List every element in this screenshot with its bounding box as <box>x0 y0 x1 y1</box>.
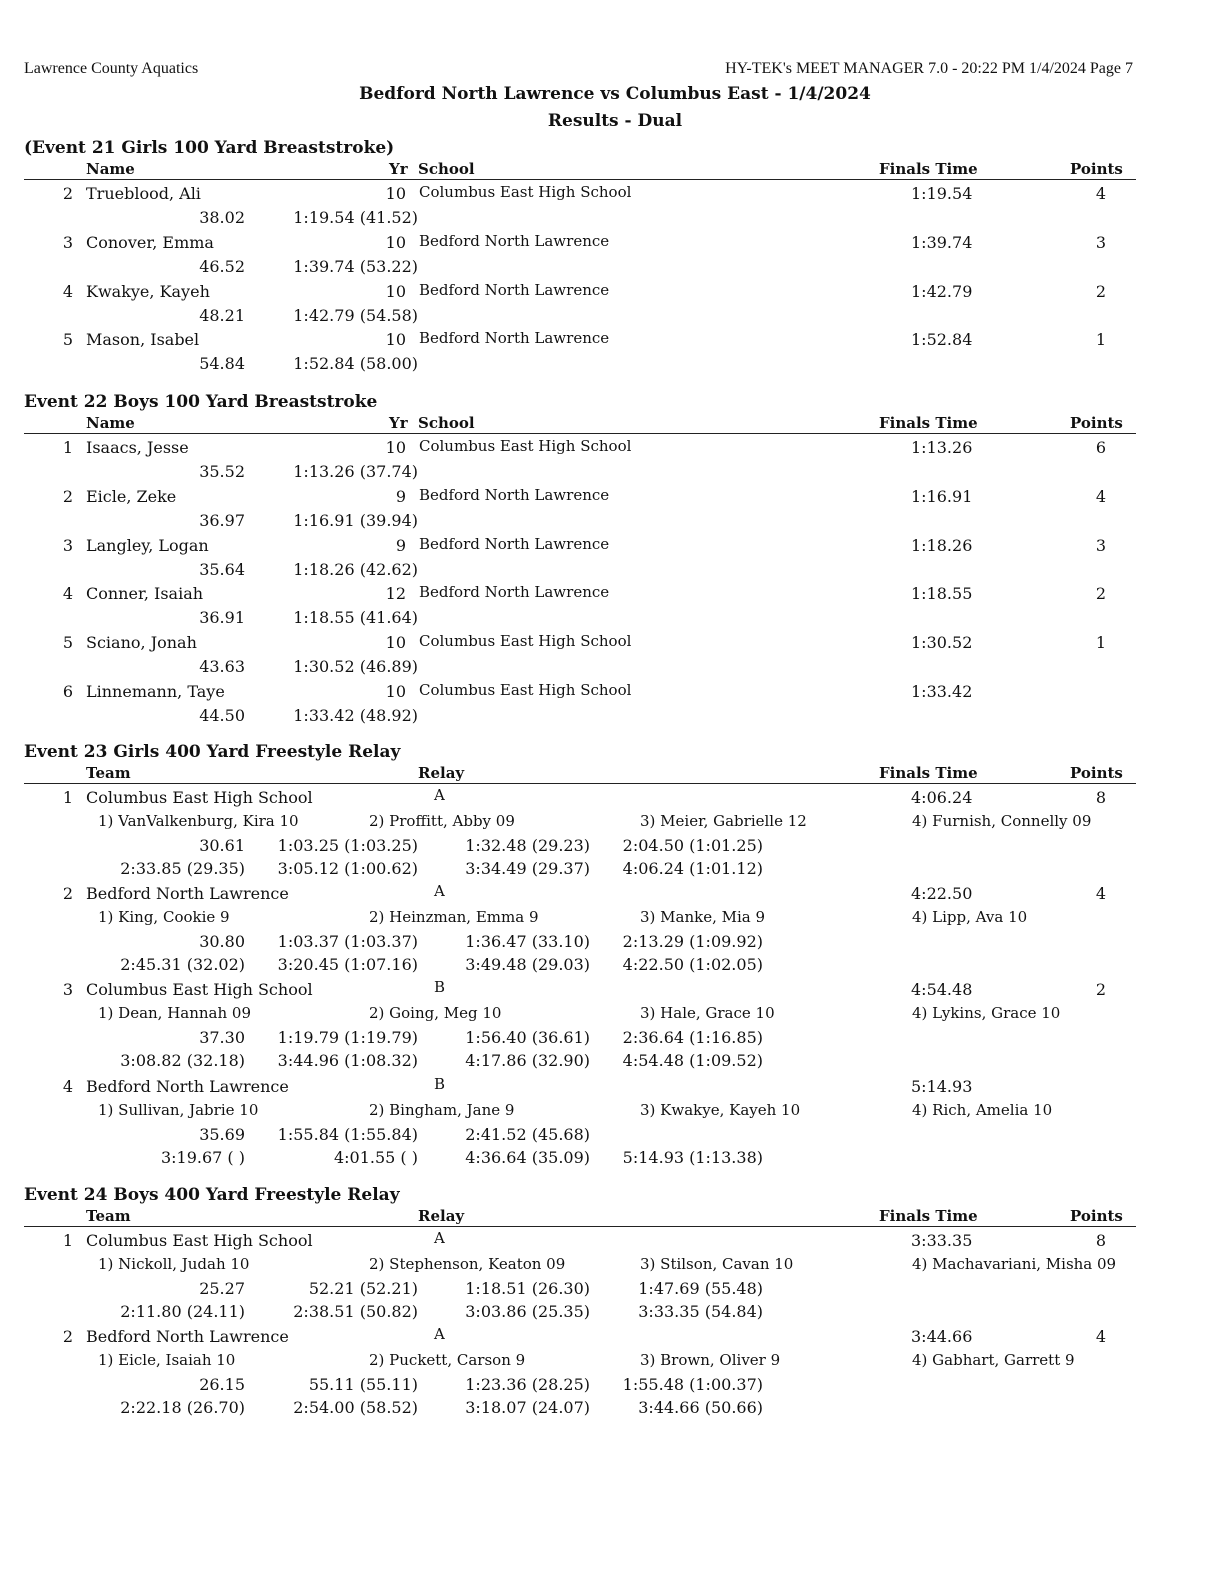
relay-split: 52.21 (52.21) <box>308 1279 418 1298</box>
finals-time: 3:44.66 <box>911 1327 973 1347</box>
swimmer-name: Kwakye, Kayeh <box>86 281 210 301</box>
school-name: Bedford North Lawrence <box>419 485 610 504</box>
relay-split: 1:55.84 (1:55.84) <box>277 1124 418 1144</box>
school-name: Bedford North Lawrence <box>419 534 610 553</box>
points: 2 <box>1095 980 1106 1000</box>
finals-time: 1:19.54 <box>911 184 973 203</box>
swimmer-name: Linnemann, Taye <box>86 682 225 701</box>
swimmer-name: Mason, Isabel <box>86 330 200 350</box>
place: 3 <box>62 980 73 1000</box>
swimmer-name: Isaacs, Jesse <box>86 438 189 457</box>
relay-split: 35.69 <box>199 1124 245 1144</box>
relay-split: 3:44.96 (1:08.32) <box>277 1051 418 1071</box>
relay-split: 2:33.85 (29.35) <box>120 859 245 878</box>
relay-split: 2:11.80 (24.11) <box>120 1302 245 1321</box>
place: 1 <box>62 438 73 457</box>
relay-swimmer: 2) Puckett, Carson 9 <box>369 1351 526 1370</box>
relay-split: 25.27 <box>199 1279 245 1298</box>
relay-swimmer: 1) Eicle, Isaiah 10 <box>98 1351 236 1370</box>
relay-split: 4:01.55 ( ) <box>333 1147 418 1167</box>
relay-swimmer: 1) Sullivan, Jabrie 10 <box>98 1100 259 1119</box>
relay-split: 3:49.48 (29.03) <box>465 955 590 975</box>
finals-time: 1:42.79 <box>911 281 973 301</box>
split-50: 46.52 <box>199 256 245 276</box>
points: 4 <box>1095 486 1106 506</box>
relay-split: 1:18.51 (26.30) <box>465 1279 590 1298</box>
relay-swimmer: 1) Dean, Hannah 09 <box>98 1004 252 1023</box>
swimmer-name: Conover, Emma <box>86 232 214 252</box>
relay-letter: B <box>434 978 446 997</box>
relay-split: 3:33.35 (54.84) <box>638 1302 763 1321</box>
relay-letter: A <box>434 786 445 804</box>
col-finals-header: Finals Time <box>879 764 978 782</box>
points: 2 <box>1095 281 1106 301</box>
relay-split: 3:44.66 (50.66) <box>638 1398 763 1418</box>
meet-manager-meta: HY-TEK's MEET MANAGER 7.0 - 20:22 PM 1/4/2024 Page 7 <box>725 60 1133 77</box>
relay-letter: A <box>434 1325 445 1344</box>
swimmer-name: Eicle, Zeke <box>86 486 177 506</box>
col-team-header: Team <box>86 1207 131 1225</box>
relay-swimmer: 3) Meier, Gabrielle 12 <box>640 812 807 830</box>
swimmer-name: Sciano, Jonah <box>86 633 197 653</box>
finals-time: 1:39.74 <box>911 232 973 252</box>
points: 1 <box>1095 330 1106 350</box>
year: 10 <box>385 232 406 252</box>
relay-split: 3:05.12 (1:00.62) <box>277 859 418 878</box>
relay-split: 37.30 <box>199 1028 245 1048</box>
swimmer-name: Trueblood, Ali <box>86 184 201 203</box>
col-yr-header: Yr <box>389 160 408 178</box>
col-school-header: School <box>418 414 475 432</box>
relay-swimmer: 3) Hale, Grace 10 <box>640 1004 775 1023</box>
relay-swimmer: 3) Kwakye, Kayeh 10 <box>640 1100 801 1119</box>
relay-split: 2:22.18 (26.70) <box>120 1398 245 1418</box>
finals-time: 4:54.48 <box>911 980 973 1000</box>
event-title: Event 22 Boys 100 Yard Breaststroke <box>24 392 378 412</box>
relay-split: 1:23.36 (28.25) <box>465 1375 590 1395</box>
relay-letter: A <box>434 1229 445 1247</box>
school-name: Bedford North Lawrence <box>419 231 610 250</box>
split-50: 35.64 <box>199 559 245 579</box>
relay-swimmer: 4) Furnish, Connelly 09 <box>912 812 1092 830</box>
page-subtitle: Results - Dual <box>547 111 683 131</box>
relay-split: 4:36.64 (35.09) <box>465 1147 590 1167</box>
relay-split: 30.61 <box>199 836 245 855</box>
event-title: Event 24 Boys 400 Yard Freestyle Relay <box>24 1185 400 1205</box>
relay-split: 3:18.07 (24.07) <box>465 1398 590 1418</box>
place: 3 <box>62 535 73 555</box>
place: 5 <box>62 330 73 350</box>
finals-time: 1:13.26 <box>911 438 973 457</box>
year: 9 <box>395 535 406 555</box>
place: 5 <box>62 633 73 653</box>
points: 3 <box>1095 232 1106 252</box>
points: 4 <box>1095 184 1106 203</box>
relay-split: 2:45.31 (32.02) <box>120 955 245 975</box>
year: 10 <box>385 184 406 203</box>
relay-split: 1:47.69 (55.48) <box>638 1279 763 1298</box>
relay-split: 3:03.86 (25.35) <box>465 1302 590 1321</box>
col-points-header: Points <box>1070 764 1123 782</box>
school-name: Columbus East High School <box>419 681 632 699</box>
place: 4 <box>62 584 73 604</box>
finals-time: 1:33.42 <box>911 682 973 701</box>
relay-split: 1:36.47 (33.10) <box>465 932 590 952</box>
swimmer-name: Conner, Isaiah <box>86 584 204 604</box>
relay-split: 4:54.48 (1:09.52) <box>622 1051 763 1071</box>
team-name: Bedford North Lawrence <box>86 1076 289 1096</box>
relay-swimmer: 3) Brown, Oliver 9 <box>640 1351 781 1370</box>
relay-split: 1:56.40 (36.61) <box>465 1028 590 1048</box>
place: 1 <box>62 1231 73 1250</box>
split-50: 54.84 <box>199 354 245 374</box>
finals-time: 1:52.84 <box>911 330 973 350</box>
org-name: Lawrence County Aquatics <box>24 60 199 77</box>
split-50: 35.52 <box>199 462 245 481</box>
col-school-header: School <box>418 160 475 178</box>
relay-split: 2:36.64 (1:16.85) <box>622 1028 763 1048</box>
relay-split: 55.11 (55.11) <box>308 1375 418 1395</box>
points: 8 <box>1095 788 1106 807</box>
relay-swimmer: 4) Rich, Amelia 10 <box>912 1100 1053 1119</box>
points: 1 <box>1095 633 1106 653</box>
page-title: Bedford North Lawrence vs Columbus East - 1/4/2024 <box>359 84 871 104</box>
relay-split: 2:54.00 (58.52) <box>293 1398 418 1418</box>
split-100: 1:18.26 (42.62) <box>293 559 418 579</box>
team-name: Columbus East High School <box>86 788 313 807</box>
points: 2 <box>1095 584 1106 604</box>
relay-split: 1:03.25 (1:03.25) <box>277 836 418 855</box>
col-finals-header: Finals Time <box>879 414 978 432</box>
split-100: 1:52.84 (58.00) <box>293 354 418 374</box>
finals-time: 1:18.55 <box>911 584 973 604</box>
relay-split: 2:38.51 (50.82) <box>293 1302 418 1321</box>
relay-swimmer: 4) Lykins, Grace 10 <box>912 1004 1061 1023</box>
relay-swimmer: 4) Lipp, Ava 10 <box>912 908 1028 927</box>
relay-swimmer: 2) Proffitt, Abby 09 <box>369 812 515 830</box>
split-50: 44.50 <box>199 706 245 725</box>
relay-swimmer: 1) King, Cookie 9 <box>98 908 230 927</box>
event-title: (Event 21 Girls 100 Yard Breaststroke) <box>24 138 395 158</box>
finals-time: 5:14.93 <box>911 1076 973 1096</box>
points: 4 <box>1095 1327 1106 1347</box>
split-100: 1:39.74 (53.22) <box>293 256 418 276</box>
relay-swimmer: 1) VanValkenburg, Kira 10 <box>98 812 299 830</box>
relay-split: 3:08.82 (32.18) <box>120 1051 245 1071</box>
school-name: Columbus East High School <box>419 437 632 455</box>
split-100: 1:13.26 (37.74) <box>293 462 418 481</box>
col-relay-header: Relay <box>418 764 465 782</box>
split-50: 43.63 <box>199 657 245 677</box>
team-name: Bedford North Lawrence <box>86 884 289 904</box>
place: 3 <box>62 232 73 252</box>
year: 10 <box>385 330 406 350</box>
place: 2 <box>62 884 73 904</box>
finals-time: 4:06.24 <box>911 788 973 807</box>
split-100: 1:30.52 (46.89) <box>293 657 418 677</box>
school-name: Columbus East High School <box>419 632 632 651</box>
relay-split: 2:13.29 (1:09.92) <box>622 932 763 952</box>
school-name: Bedford North Lawrence <box>419 280 610 299</box>
place: 1 <box>62 788 73 807</box>
relay-split: 2:04.50 (1:01.25) <box>622 836 763 855</box>
relay-swimmer: 4) Machavariani, Misha 09 <box>912 1255 1117 1273</box>
year: 10 <box>385 438 406 457</box>
relay-swimmer: 1) Nickoll, Judah 10 <box>98 1255 250 1273</box>
team-name: Columbus East High School <box>86 1231 313 1250</box>
relay-split: 30.80 <box>199 932 245 952</box>
split-50: 38.02 <box>199 208 245 227</box>
points: 6 <box>1095 438 1106 457</box>
relay-letter: B <box>434 1074 446 1093</box>
finals-time: 3:33.35 <box>911 1231 973 1250</box>
relay-swimmer: 2) Going, Meg 10 <box>369 1004 502 1023</box>
finals-time: 1:30.52 <box>911 633 973 653</box>
relay-split: 1:32.48 (29.23) <box>465 836 590 855</box>
split-50: 48.21 <box>199 305 245 325</box>
school-name: Bedford North Lawrence <box>419 329 610 348</box>
event-title: Event 23 Girls 400 Yard Freestyle Relay <box>24 742 401 762</box>
finals-time: 1:16.91 <box>911 486 973 506</box>
relay-split: 2:41.52 (45.68) <box>465 1124 590 1144</box>
finals-time: 4:22.50 <box>911 884 973 904</box>
place: 2 <box>62 184 73 203</box>
year: 9 <box>395 486 406 506</box>
split-100: 1:16.91 (39.94) <box>293 510 418 530</box>
points: 3 <box>1095 535 1106 555</box>
year: 10 <box>385 682 406 701</box>
school-name: Bedford North Lawrence <box>419 583 610 602</box>
header-rule <box>24 179 1136 180</box>
place: 2 <box>62 486 73 506</box>
relay-letter: A <box>434 882 445 901</box>
col-relay-header: Relay <box>418 1207 465 1225</box>
place: 2 <box>62 1327 73 1347</box>
place: 4 <box>62 1076 73 1096</box>
split-50: 36.91 <box>199 608 245 628</box>
relay-split: 3:34.49 (29.37) <box>465 859 590 878</box>
swimmer-name: Langley, Logan <box>86 535 209 555</box>
points: 4 <box>1095 884 1106 904</box>
relay-swimmer: 2) Bingham, Jane 9 <box>369 1100 515 1119</box>
year: 10 <box>385 633 406 653</box>
col-finals-header: Finals Time <box>879 1207 978 1225</box>
relay-split: 1:03.37 (1:03.37) <box>277 932 418 952</box>
split-50: 36.97 <box>199 510 245 530</box>
col-finals-header: Finals Time <box>879 160 978 178</box>
relay-swimmer: 3) Manke, Mia 9 <box>640 908 766 927</box>
place: 4 <box>62 281 73 301</box>
points: 8 <box>1095 1231 1106 1250</box>
split-100: 1:42.79 (54.58) <box>293 305 418 325</box>
col-name-header: Name <box>86 160 135 178</box>
col-points-header: Points <box>1070 160 1123 178</box>
relay-swimmer: 4) Gabhart, Garrett 9 <box>912 1351 1075 1370</box>
finals-time: 1:18.26 <box>911 535 973 555</box>
year: 12 <box>385 584 406 604</box>
place: 6 <box>62 682 73 701</box>
relay-split: 1:19.79 (1:19.79) <box>277 1028 418 1048</box>
header-rule <box>24 783 1136 784</box>
relay-split: 3:20.45 (1:07.16) <box>277 955 418 975</box>
relay-swimmer: 2) Stephenson, Keaton 09 <box>369 1255 566 1273</box>
year: 10 <box>385 281 406 301</box>
col-points-header: Points <box>1070 414 1123 432</box>
relay-split: 1:55.48 (1:00.37) <box>622 1375 763 1395</box>
relay-split: 4:06.24 (1:01.12) <box>622 859 763 878</box>
relay-swimmer: 2) Heinzman, Emma 9 <box>369 908 539 927</box>
team-name: Bedford North Lawrence <box>86 1327 289 1347</box>
split-100: 1:33.42 (48.92) <box>293 706 418 725</box>
col-points-header: Points <box>1070 1207 1123 1225</box>
school-name: Columbus East High School <box>419 183 632 201</box>
relay-split: 26.15 <box>199 1375 245 1395</box>
relay-split: 3:19.67 ( ) <box>160 1147 245 1167</box>
col-yr-header: Yr <box>389 414 408 432</box>
relay-split: 5:14.93 (1:13.38) <box>622 1147 763 1167</box>
header-rule <box>24 1226 1136 1227</box>
split-100: 1:19.54 (41.52) <box>293 208 418 227</box>
relay-swimmer: 3) Stilson, Cavan 10 <box>640 1255 794 1273</box>
team-name: Columbus East High School <box>86 980 313 1000</box>
relay-split: 4:17.86 (32.90) <box>465 1051 590 1071</box>
header-rule <box>24 433 1136 434</box>
col-name-header: Name <box>86 414 135 432</box>
col-team-header: Team <box>86 764 131 782</box>
split-100: 1:18.55 (41.64) <box>293 608 418 628</box>
relay-split: 4:22.50 (1:02.05) <box>622 955 763 975</box>
